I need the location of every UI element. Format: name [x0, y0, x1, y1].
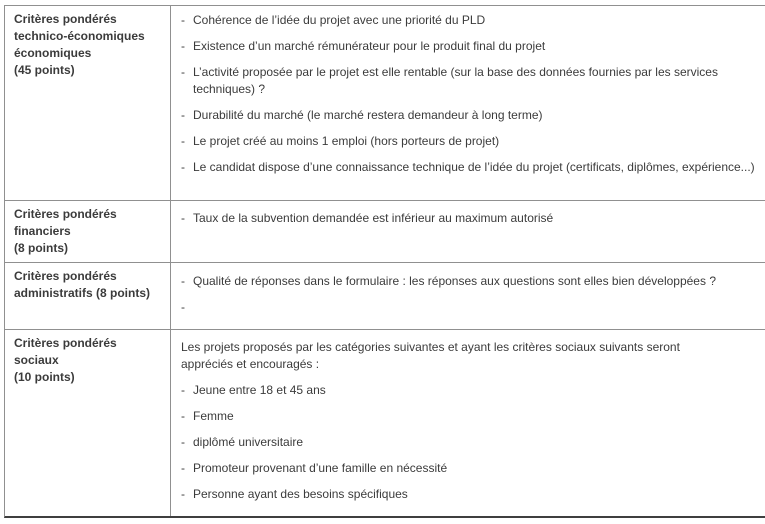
criterion-text: - L’activité proposée par le projet est elle rentable (sur la base des données fournies par les services techniques) ? — [193, 65, 718, 96]
row-criteria-list — [171, 6, 765, 200]
header-line: (8 points) — [14, 241, 68, 255]
criterion-item — [181, 434, 761, 451]
row-criteria-list — [171, 201, 765, 262]
header-line: financiers — [14, 224, 71, 238]
criterion-text — [193, 299, 761, 316]
table-row-sociaux — [5, 330, 765, 516]
criterion-item — [181, 12, 761, 29]
criterion-item — [181, 64, 761, 98]
criterion-item — [181, 210, 761, 227]
header-line: Critères pondérés — [14, 269, 117, 283]
table-row-administratifs — [5, 263, 765, 330]
criterion-text: - Le candidat dispose d’une connaissance technique de l’idée du projet (certificats, diplômes, expérience...) — [193, 160, 755, 174]
header-line: Critères pondérés — [14, 12, 117, 26]
criterion-item — [181, 382, 761, 399]
criterion-item-empty — [181, 299, 761, 316]
row-criteria-list — [171, 330, 765, 516]
criterion-item — [181, 159, 761, 176]
criterion-text: - Personne ayant des besoins spécifiques — [193, 487, 408, 501]
header-line: (45 points) — [14, 63, 75, 77]
criterion-text: - Taux de la subvention demandée est inférieur au maximum autorisé — [193, 211, 554, 225]
criterion-text: - Femme — [193, 409, 234, 423]
criterion-text: - diplômé universitaire — [193, 435, 304, 449]
header-line: technico-économiques — [14, 29, 145, 43]
criterion-item — [181, 38, 761, 55]
criterion-item — [181, 460, 761, 477]
criteria-table — [4, 5, 765, 518]
criterion-text: - Durabilité du marché (le marché restera demandeur à long terme) — [193, 108, 543, 122]
criterion-text: - Jeune entre 18 et 45 ans — [193, 383, 326, 397]
criterion-text: - Promoteur provenant d’une famille en nécessité — [193, 461, 448, 475]
row-header-financiers — [5, 201, 171, 262]
row-header-administratifs — [5, 263, 171, 329]
row-header-sociaux — [5, 330, 171, 516]
header-line: Critères pondérés — [14, 336, 117, 350]
criterion-text: - Cohérence de l’idée du projet avec une priorité du PLD — [193, 13, 486, 27]
criterion-text: - Existence d’un marché rémunérateur pour le produit final du projet — [193, 39, 546, 53]
header-line: (10 points) — [14, 370, 75, 384]
row-header-technico-economiques — [5, 6, 171, 200]
social-criteria-intro: Les projets proposés par les catégories suivantes et ayant les critères sociaux suivants seront appréciés et encouragés : — [181, 340, 680, 371]
header-line: sociaux — [14, 353, 59, 367]
criterion-item — [181, 273, 761, 290]
criterion-item — [181, 133, 761, 150]
criterion-item — [181, 486, 761, 503]
table-row-financiers — [5, 201, 765, 263]
table-row-technico-economiques — [5, 6, 765, 201]
row-criteria-list — [171, 263, 765, 329]
criterion-item — [181, 408, 761, 425]
criterion-text: - Le projet créé au moins 1 emploi (hors porteurs de projet) — [193, 134, 500, 148]
criterion-item — [181, 107, 761, 124]
header-line: économiques — [14, 46, 92, 60]
criterion-text: - Qualité de réponses dans le formulaire : les réponses aux questions sont elles bien développées ? — [193, 274, 716, 288]
header-line: administratifs (8 points) — [14, 286, 151, 300]
header-line: Critères pondérés — [14, 207, 117, 221]
